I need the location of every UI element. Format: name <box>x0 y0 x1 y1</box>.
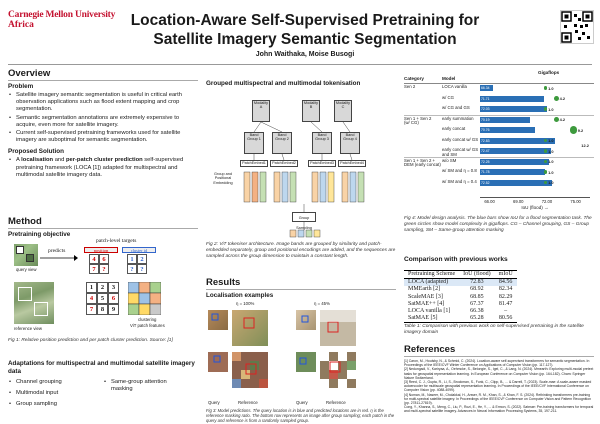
table-row <box>404 279 517 287</box>
overview-rule <box>8 80 198 81</box>
solution-heading: Proposed Solution <box>8 148 64 156</box>
fig4-gflops-dot <box>544 86 547 89</box>
fig4-gflops-label: 1.0 <box>548 180 554 185</box>
qr-code-icon <box>560 10 594 44</box>
adaptations-section <box>8 360 198 408</box>
modality-b-node: Modality B <box>302 100 320 122</box>
table-cell: 72.83 <box>470 279 484 286</box>
fig4-xtick: 69.00 <box>513 199 524 204</box>
results-section <box>206 277 396 299</box>
fig4-xlabel: IoU (flood) → <box>521 205 549 210</box>
pretraining-heading: Pretraining objective <box>8 231 71 238</box>
fig4-gflops-dot <box>544 107 547 110</box>
fig4-xtick: 66.00 <box>484 199 495 204</box>
adapt-bullet: • Same-group attention masking <box>103 379 183 393</box>
solution-list <box>8 157 198 179</box>
overview-heading: Overview <box>8 68 51 79</box>
logo-line1: Carnegie Mellon University <box>8 10 116 20</box>
grid-cell: 5 <box>97 293 108 304</box>
fig4-gflops-dot <box>554 96 559 101</box>
patch-targets-label: patch-level targets <box>96 238 137 244</box>
fig4-model: w/ CG <box>442 94 454 100</box>
fig4-gflops-dot <box>554 117 559 122</box>
fig4-category: Sen 1 + Sen 2 (w/ CG) <box>404 115 432 126</box>
header-divider <box>8 64 592 65</box>
query-view-label: query view <box>16 267 37 272</box>
grid-cell: 7 <box>86 304 97 315</box>
table-cell: 68.85 <box>470 293 484 300</box>
fig4-chart <box>404 70 596 220</box>
fig4-bar: 72.52 <box>480 180 552 186</box>
table-header: Pretraining Scheme <box>408 271 456 277</box>
fig4-bar: 70.19 <box>480 117 530 123</box>
modality-a-node: Modality A <box>252 100 270 122</box>
reference-label-1: Reference <box>238 400 258 405</box>
table-cell: 66.38 <box>470 308 484 315</box>
solution-mid: and <box>53 157 66 164</box>
fig4-model: early concat w/ GS and SM <box>442 147 479 157</box>
reference-item: [4] Noman, M., Naseer, M., Cholakkal, H., Anwer, R. M., Khan, S., & Khan, F. S. (2024). Rethinking transformers pre-training for multi-spectral satellite imagery. In Proceedings of the IEEE/CVF Conference on Computer Vision and Pattern Recognition (pp. 27811-27819). <box>404 392 592 406</box>
fig4-gflops-label: 1.0 <box>548 169 554 175</box>
fig4-gflops-label: 9.2 <box>577 127 584 133</box>
fig4-gflops-dot <box>544 170 547 173</box>
fig4-bar: 72.83 <box>480 138 555 144</box>
fig4-model: w/ SM and η = 0.4 <box>442 178 477 184</box>
table-cell: 65.28 <box>470 315 484 322</box>
adapt-bullet: • Channel grouping <box>8 379 103 386</box>
query-label-1: Query <box>208 400 220 405</box>
reference-label-2: Reference <box>326 400 346 405</box>
fig4-gflops-label: 1.0 <box>548 106 554 112</box>
fig4-col-gigaflops: Gigaflops <box>538 70 560 75</box>
table-cell: 81.47 <box>498 300 513 307</box>
fig4-gflops-label: 4.2 <box>559 96 566 101</box>
band-group-node: Band Group 1 <box>244 132 264 154</box>
cluster-cell: ? <box>127 264 137 274</box>
grid-cell: 9 <box>108 304 119 315</box>
solution-bullet <box>8 157 198 179</box>
fig4-category: Sen 2 <box>404 84 416 89</box>
adapt-bullet: • Multimodal input <box>8 390 103 397</box>
patch-embed-node: PatchEmbed4 <box>338 160 366 167</box>
modality-c-node: Modality C <box>334 100 352 122</box>
table-row <box>404 294 517 301</box>
table-cell: SatMAE++ [4] <box>408 300 445 307</box>
vit-features-grid <box>128 282 161 315</box>
overview-section <box>8 68 198 180</box>
results-rule <box>206 289 396 290</box>
cluster-cell: 2 <box>137 254 147 264</box>
table-cell: 67.37 <box>470 300 484 307</box>
grid-cell: 1 <box>86 282 97 293</box>
band-group-node: Band Group 4 <box>340 132 360 154</box>
table-cell: LOCA (adapted) <box>408 279 449 286</box>
table-row <box>404 315 517 323</box>
fig4-col-model: Model <box>442 76 456 81</box>
grid-cell: 8 <box>97 304 108 315</box>
fig4-gflops-dot <box>544 149 547 152</box>
fig4-category: Sen 1 + Sen 2 + DEM (early concat) <box>404 157 441 168</box>
table-cell: SatMAE [5] <box>408 315 438 322</box>
reference-item: Cong, Y., Khanna, S., Meng, C., Liu, P., Rozi, E., He, Y., ... & Ermon, S. (2022). Satmae: Pre-training transformers for temporal and multi-spectral satellite imagery. Advances in Neural Information Processing Systems, 35, 197-211. <box>404 405 594 414</box>
references-section <box>404 344 594 414</box>
grid-cell: 2 <box>97 282 108 293</box>
solution-prefix: A <box>16 157 22 164</box>
table-cell: 80.56 <box>498 315 513 322</box>
band-group-node: Band Group 3 <box>312 132 332 154</box>
cluster-cell: 1 <box>127 254 137 264</box>
table-cell: LOCA vanilla [1] <box>408 308 451 315</box>
query-view-image <box>14 244 38 266</box>
reference-view-label: reference view <box>14 326 42 331</box>
grid-cell: 3 <box>108 282 119 293</box>
table-header: IoU (flood) <box>463 271 491 277</box>
table-cell: 68.92 <box>470 286 484 293</box>
architecture-diagram <box>206 98 396 238</box>
position-grid <box>86 282 119 315</box>
fig1-caption: Fig 1: Relative position prediction and per patch cluster prediction. Source: [1] <box>8 338 173 343</box>
references-rule <box>404 356 594 357</box>
query-label-2: Query <box>296 400 308 405</box>
fig4-model: w/ CG and GS <box>442 105 470 110</box>
fig4-gflops-label: 1.0 <box>548 148 554 154</box>
fig4-model: early concat w/ GS <box>442 136 479 142</box>
grid-cell: 6 <box>108 293 119 304</box>
problem-list <box>8 92 198 144</box>
problem-bullet: • Semantic segmentation annotations are extremely expensive to acquire, even more for satellite imagery. <box>8 115 198 129</box>
fig4-xtick: 72.00 <box>541 199 553 204</box>
problem-bullet: • Current self-supervised pretraining frameworks used for satellite imagery are suboptimal for semantic segmentation. <box>8 130 198 144</box>
table1-caption: Table 1: Comparison with previous work on self-supervised pretraining in the satellite imagery domain <box>404 324 584 335</box>
adapt-bullet: • Group sampling <box>8 401 103 408</box>
comparison-table <box>404 270 517 323</box>
university-logo <box>8 10 116 30</box>
position-cell: 7 <box>89 264 99 274</box>
fig4-bar: 70.76 <box>480 127 535 133</box>
reference-view-image <box>14 282 54 324</box>
position-cell: 4 <box>89 254 99 264</box>
fig4-model: w/ SM and η = 0.8 <box>442 168 477 173</box>
position-cell: ? <box>99 264 109 274</box>
adapt-col1 <box>8 379 103 410</box>
patch-embed-node: PatchEmbed3 <box>308 160 336 167</box>
fig2-caption: Fig 2: ViT tokeniser architecture. Image bands are grouped by similarity and patch-embedded separately, group and positional encodings are added, and the sequences are sampled across the group dimension to maintain a constant length. <box>206 242 396 259</box>
fig4-gflops-label: 1.0 <box>548 85 554 91</box>
band-group-node: Band Group 2 <box>272 132 292 154</box>
eta-45-label: η = 45% <box>314 301 330 306</box>
fig4-gflops-label: 4.2 <box>559 117 566 122</box>
table-cell: 84.56 <box>498 279 513 286</box>
reference-item: [3] Reed, C. J., Gupta, R., Li, S., Brockman, S., Funk, C., Clipp, B., ... & Darrell, T. (2023). Scale-mae: A scale-aware masked autoencoder for multiscale geospatial representation learning. In Proceedings of the IEEE/CVF International Conference on Computer Vision (pp. 4088-4099). <box>404 380 592 393</box>
adapt-col2 <box>103 379 183 394</box>
logo-line2: Africa <box>8 20 34 30</box>
table-header-row <box>404 271 517 279</box>
comparison-table-wrap <box>404 270 517 323</box>
fig4-gflops-label: 1.0 <box>548 159 554 164</box>
fig4-bar: 71.71 <box>480 96 544 102</box>
patch-embed-node: PatchEmbed2 <box>270 160 298 167</box>
cluster-id-header: cluster id <box>122 247 156 253</box>
vit-features-label: ViT patch features <box>130 323 165 328</box>
output-tokens-icon <box>286 229 326 238</box>
fig4-extra-gflops-label: 12.2 <box>581 143 589 148</box>
fig4-col-category: Category <box>404 76 424 81</box>
clustering-label: clustering <box>138 317 157 322</box>
fig4-bar: 71.78 <box>480 169 545 175</box>
table-cell: 82.29 <box>498 293 513 300</box>
table-cell: 82.34 <box>498 286 513 293</box>
references-heading: References <box>404 344 456 355</box>
reference-item: [1] Caron, M., Houlsby, N., & Schmid, C. (2024). Location-aware self-supervised transformers for semantic segmentation. In Proceedings of the IEEE/CVF Winter Conference on Applications of Computer Vision (pp. 117-127). <box>404 359 590 368</box>
grid-cell: 4 <box>86 293 97 304</box>
solution-rest: self-supervised pretraining framework (LOCA [1]) adapted for multispectral and multimodal satellite imagery data. <box>16 157 184 178</box>
authors: John Waithaka, Moise Busogi <box>255 51 355 58</box>
table-header: mIoU <box>498 271 513 277</box>
position-cell: 6 <box>99 254 109 264</box>
fig4-axis-line <box>480 197 590 198</box>
patch-embed-node: PatchEmbed1 <box>240 160 268 167</box>
fig4-model: w/o SM <box>442 157 457 163</box>
group-sampling-node: Group Sampling <box>292 212 316 222</box>
reference-item: [2] Nedungadi, V., Kariryaa, A., Oehmcke, S., Belongie, S., Igel, C., & Lang, N. (2024). Mmearth: Exploring multi-modal pretext tasks for geospatial representation learning. In European Conference on Computer Vision (pp. 164-182). Cham: Springer Nature Switzerland. <box>404 367 594 380</box>
comparison-heading: Comparison with previous works <box>404 256 508 263</box>
fig4-bar: 72.47 <box>480 148 551 154</box>
fig4-bar: 72.03 <box>480 106 547 112</box>
fig4-bar: 66.34 <box>480 85 493 91</box>
position-header: position <box>84 247 118 253</box>
pos-embed-label: Group and Positional Embedding <box>213 172 233 185</box>
fig4-axis <box>404 197 596 217</box>
method-rule <box>8 228 198 229</box>
method-section <box>8 216 198 238</box>
eta-100-label: η = 100% <box>236 301 255 306</box>
pretraining-figure <box>10 240 200 338</box>
table-cell: ScaleMAE [3] <box>408 293 443 300</box>
table-cell: MMEarth [2] <box>408 286 441 293</box>
localisation-images <box>206 308 396 398</box>
fig4-rows <box>404 85 596 195</box>
fig4-model: early summation <box>442 115 474 121</box>
problem-bullet: • Satellite imagery semantic segmentation is useful in critical earth observation applications such as flood extent mapping and crop segmentation. <box>8 92 198 114</box>
fig4-xtick: 75.00 <box>570 199 581 204</box>
adapt-heading: Adaptations for multispectral and multimodal satellite imagery data <box>8 360 195 375</box>
table-row <box>404 301 517 308</box>
solution-bold1: localisation <box>21 157 54 164</box>
table-cell: – <box>504 308 508 315</box>
poster-title: Location-Aware Self-Supervised Pretraining for Satellite Imagery Semantic Segmentation <box>130 12 480 48</box>
solution-bold2: per-patch cluster prediction <box>65 157 143 164</box>
fig4-caption: Fig 4: Model design analysis. The blue bars show IoU for a flood segmentation task. The green circles show model complexity in gigaflops. CG – Channel grouping, GS – Group sampling, SM – Same-group attention masking <box>404 216 592 233</box>
problem-heading: Problem <box>8 83 34 90</box>
table-row <box>404 286 517 293</box>
predicts-label: predicts <box>48 248 66 254</box>
localisation-heading: Localisation examples <box>206 292 274 299</box>
fig4-model: LOCA vanilla <box>442 84 467 89</box>
arch-heading: Grouped multispectral and multimodal tokenisation <box>206 80 361 87</box>
table-row <box>404 308 517 315</box>
fig4-gflops-dot <box>570 126 577 133</box>
fig3-caption: Fig 3: Model predictions. The query location is in blue and predicted locations are in red. η is the reference masking ratio. The bottom row represents an image after group sampling; each patch in the query and reference is from a randomly sampled group. <box>206 408 395 423</box>
fig4-bar: 72.25 <box>480 159 549 165</box>
localisation-examples <box>206 308 396 398</box>
fig4-rule <box>404 83 594 84</box>
fig4-gflops-label: 1.0 <box>548 138 554 143</box>
fig4-model: early concat <box>442 126 466 131</box>
method-heading: Method <box>8 216 42 227</box>
results-heading: Results <box>206 277 241 288</box>
cluster-cell: ? <box>137 264 147 274</box>
